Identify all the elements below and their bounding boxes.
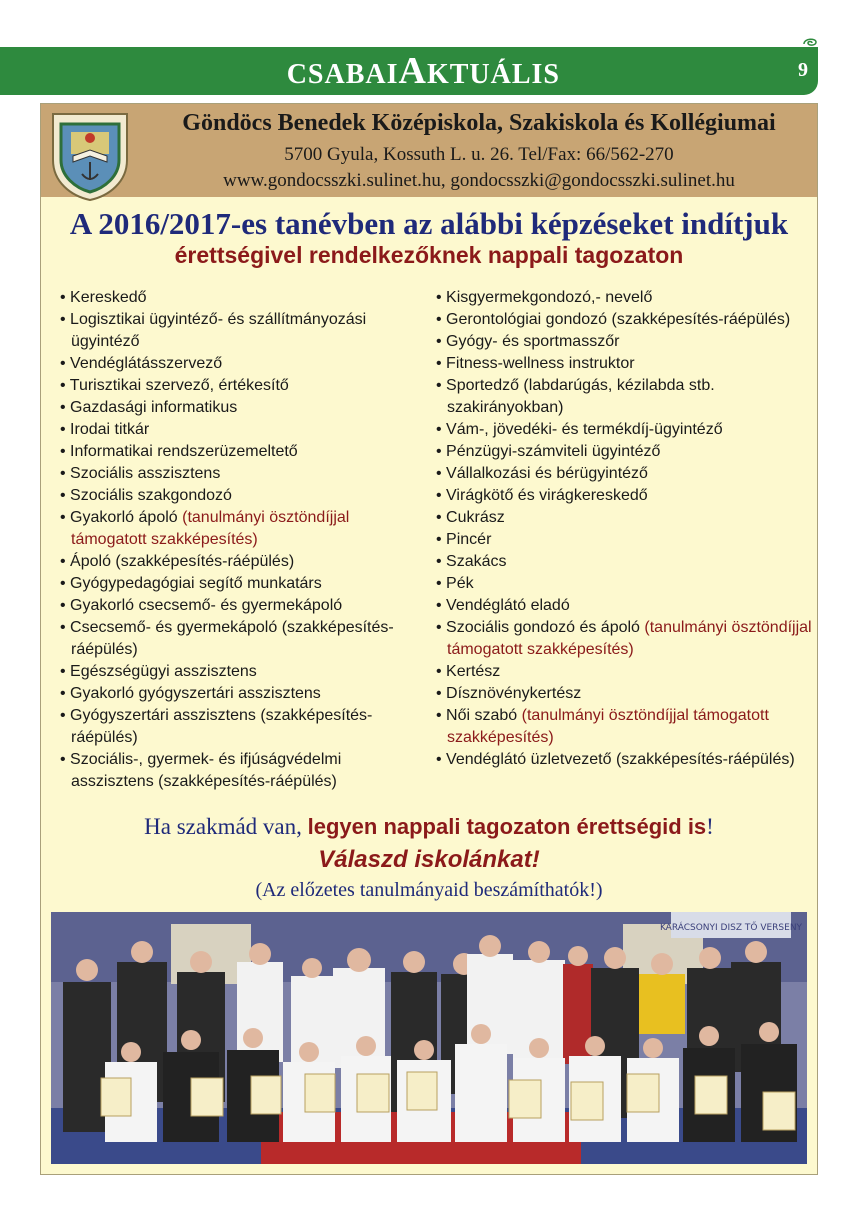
headline: A 2016/2017-es tanévben az alábbi képzéseket indítjuk [69, 206, 789, 241]
school-contact[interactable]: www.gondocsszki.sulinet.hu, gondocsszki@gondocsszki.sulinet.hu [223, 170, 735, 191]
ad-frame [40, 103, 818, 1175]
list-item: • Vállalkozási és bérügyintéző [431, 463, 816, 485]
masthead-bar [0, 47, 818, 95]
list-item: • Vendéglátó üzletvezető (szakképesítés-ráépülés) [431, 749, 816, 771]
photo-banner-text: KARÁCSONYI DISZ TŐ VERSENY [659, 923, 803, 933]
list-item: • Pincér [431, 529, 816, 551]
scholarship-note: (tanulmányi ösztöndíjjal támogatott szakképesítés) [447, 707, 769, 746]
list-item: • Informatikai rendszerüzemeltető [55, 441, 425, 463]
choose-school-slogan: Válaszd iskolánkat! [318, 846, 540, 873]
course-list-right [431, 287, 816, 771]
subheadline: érettségivel rendelkezőknek nappali tagozaton [174, 242, 684, 268]
list-item: • Gyógyszertári asszisztens (szakképesítés-ráépülés) [55, 705, 425, 749]
list-item: • Sportedző (labdarúgás, kézilabda stb. szakirányokban) [431, 375, 816, 419]
list-item: • Virágkötő és virágkereskedő [431, 485, 816, 507]
list-item: • Gyakorló ápoló (tanulmányi ösztöndíjjal támogatott szakképesítés) [55, 507, 425, 551]
list-item: • Cukrász [431, 507, 816, 529]
list-item: • Pék [431, 573, 816, 595]
list-item: • Gyakorló gyógyszertári asszisztens [55, 683, 425, 705]
list-item: • Logisztikai ügyintéző- és szállítmányozási ügyintéző [55, 309, 425, 353]
list-item: • Csecsemő- és gyermekápoló (szakképesítés-ráépülés) [55, 617, 425, 661]
list-item: • Kertész [431, 661, 816, 683]
scholarship-note: (tanulmányi ösztöndíjjal támogatott szakképesítés) [447, 619, 812, 658]
list-item: • Ápoló (szakképesítés-ráépülés) [55, 551, 425, 573]
page-number: 9 [798, 59, 808, 81]
credit-note: (Az előzetes tanulmányaid beszámíthatók!) [255, 879, 603, 901]
list-item: • Dísznövénykertész [431, 683, 816, 705]
list-item: • Egészségügyi asszisztens [55, 661, 425, 683]
list-item: • Fitness-wellness instruktor [431, 353, 816, 375]
list-item: • Pénzügyi-számviteli ügyintéző [431, 441, 816, 463]
list-item: • Szociális gondozó és ápoló (tanulmányi ösztöndíjjal támogatott szakképesítés) [431, 617, 816, 661]
scholarship-note: (tanulmányi ösztöndíjjal támogatott szakképesítés) [71, 509, 350, 548]
list-item: • Gyógypedagógiai segítő munkatárs [55, 573, 425, 595]
list-item: • Női szabó (tanulmányi ösztöndíjjal támogatott szakképesítés) [431, 705, 816, 749]
list-item: • Vám-, jövedéki- és termékdíj-ügyintéző [431, 419, 816, 441]
list-item: • Gyógy- és sportmasszőr [431, 331, 816, 353]
list-item: • Szociális-, gyermek- és ifjúságvédelmi asszisztens (szakképesítés-ráépülés) [55, 749, 425, 793]
list-item: • Irodai titkár [55, 419, 425, 441]
list-item: • Gazdasági informatikus [55, 397, 425, 419]
list-item: • Szakács [431, 551, 816, 573]
school-crest-logo [49, 110, 131, 202]
list-item: • Szociális asszisztens [55, 463, 425, 485]
list-item: • Gyakorló csecsemő- és gyermekápoló [55, 595, 425, 617]
school-name: Göndöcs Benedek Középiskola, Szakiskola és Kollégiumai [182, 110, 776, 136]
swirl-icon [802, 36, 818, 48]
list-item: • Kisgyermekgondozó,- nevelő [431, 287, 816, 309]
list-item: • Vendéglátásszervező [55, 353, 425, 375]
school-address: 5700 Gyula, Kossuth L. u. 26. Tel/Fax: 66/562-270 [284, 144, 674, 165]
call-to-action: Ha szakmád van, legyen nappali tagozaton érettségid is! [144, 814, 714, 839]
list-item: • Szociális szakgondozó [55, 485, 425, 507]
group-photo [51, 912, 807, 1164]
list-item: • Turisztikai szervező, értékesítő [55, 375, 425, 397]
publication-title: CSABAIAKTUÁLIS [286, 50, 560, 92]
list-item: • Vendéglátó eladó [431, 595, 816, 617]
school-header [41, 104, 817, 197]
list-item: • Gerontológiai gondozó (szakképesítés-ráépülés) [431, 309, 816, 331]
list-item: • Kereskedő [55, 287, 425, 309]
course-list-left [55, 287, 425, 793]
